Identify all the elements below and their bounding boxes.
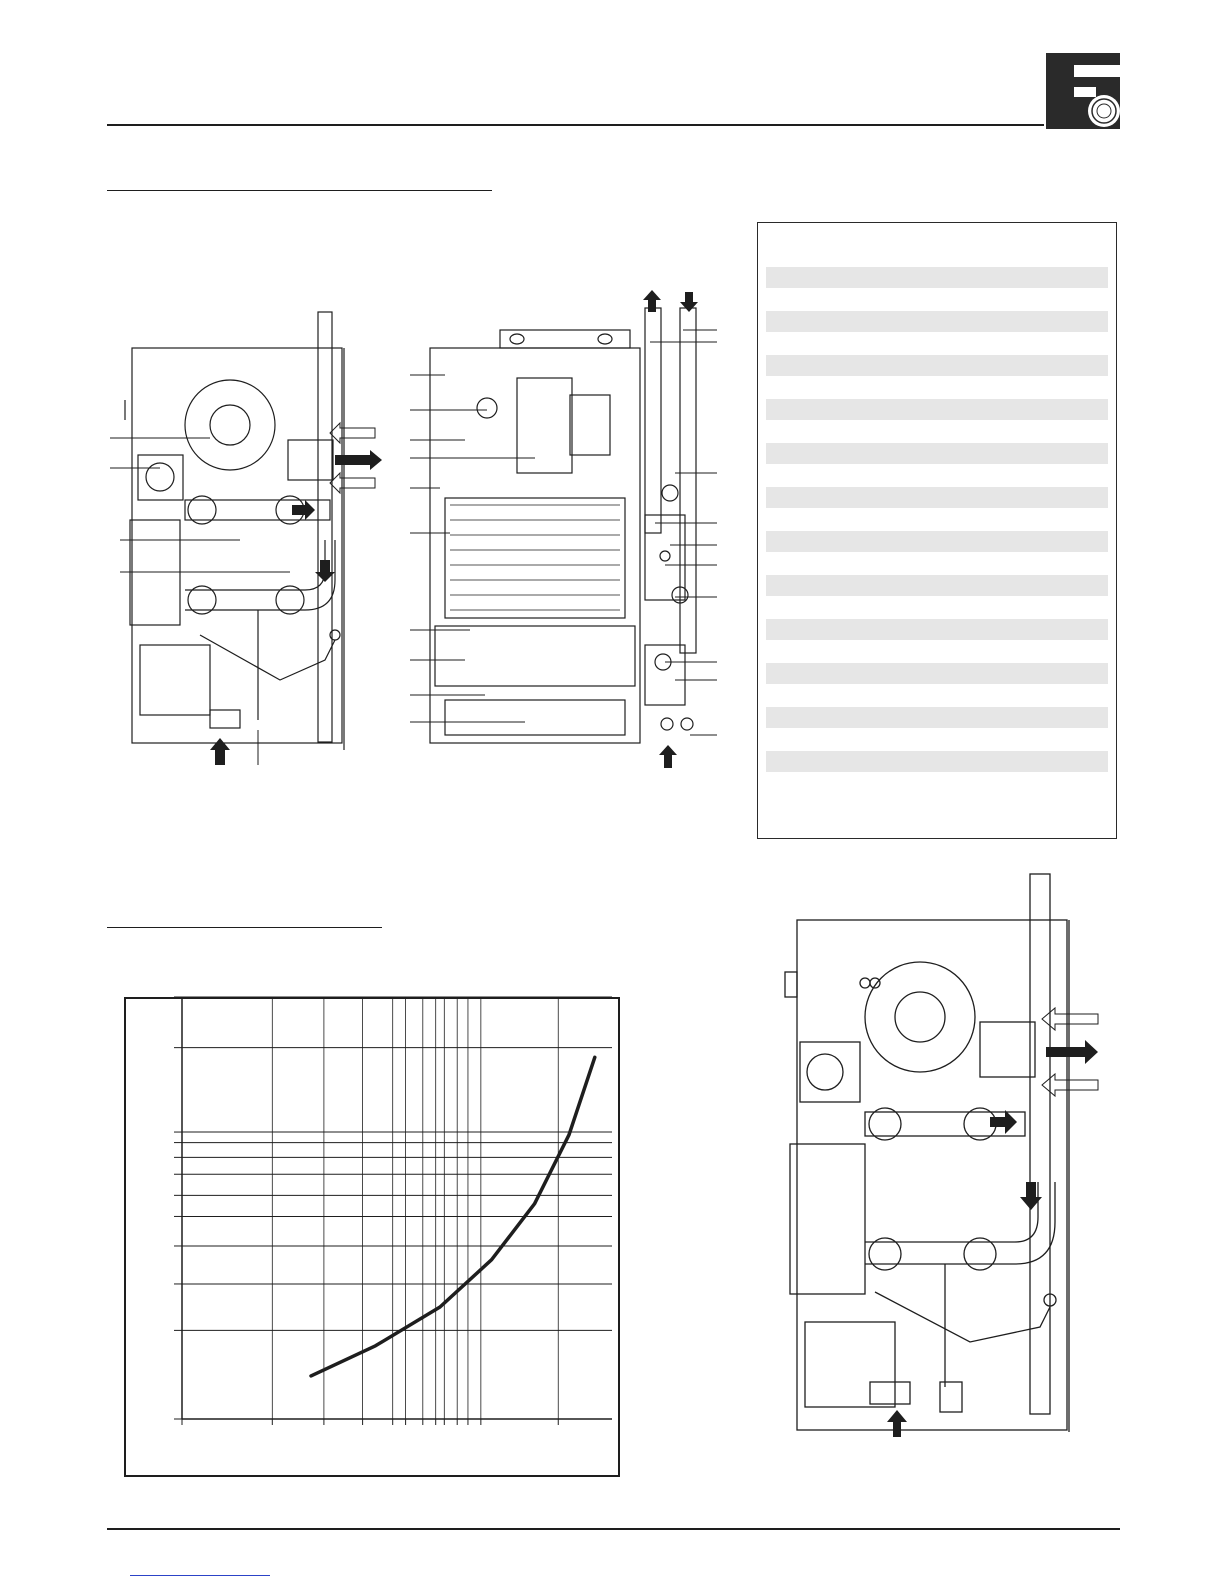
ferroli-logo: [1046, 53, 1120, 129]
parts-legend-table: [757, 222, 1117, 839]
legend-row: [766, 509, 1108, 530]
legend-row: [766, 751, 1108, 772]
legend-row: [766, 553, 1108, 574]
legend-row: [766, 421, 1108, 442]
chart-svg: [124, 997, 620, 1477]
legend-row: [766, 707, 1108, 728]
legend-row: [766, 399, 1108, 420]
legend-row: [766, 663, 1108, 684]
graph-heading-underline: [107, 927, 382, 928]
legend-row: [766, 267, 1108, 288]
legend-row: [766, 465, 1108, 486]
legend-row: [766, 685, 1108, 706]
boiler-side-view: [80, 310, 380, 780]
legend-row: [766, 641, 1108, 662]
legend-row: [766, 355, 1108, 376]
legend-row: [766, 531, 1108, 552]
boiler-front-view: [405, 290, 735, 770]
legend-row: [766, 597, 1108, 618]
legend-row: [766, 773, 1108, 794]
footer-link-underline[interactable]: [130, 1575, 270, 1576]
pump-head-chart: [124, 997, 620, 1477]
header-rule: [107, 124, 1044, 126]
legend-row: [766, 487, 1108, 508]
legend-row: [766, 311, 1108, 332]
legend-row: [766, 575, 1108, 596]
legend-row: [766, 289, 1108, 310]
legend-row: [766, 333, 1108, 354]
section-heading-underline: [107, 190, 492, 191]
legend-row: [766, 245, 1108, 266]
legend-row: [766, 377, 1108, 398]
legend-row: [766, 443, 1108, 464]
legend-row: [766, 729, 1108, 750]
footer-rule: [107, 1528, 1120, 1530]
boiler-detail-view: [780, 872, 1120, 1432]
legend-row: [766, 619, 1108, 640]
